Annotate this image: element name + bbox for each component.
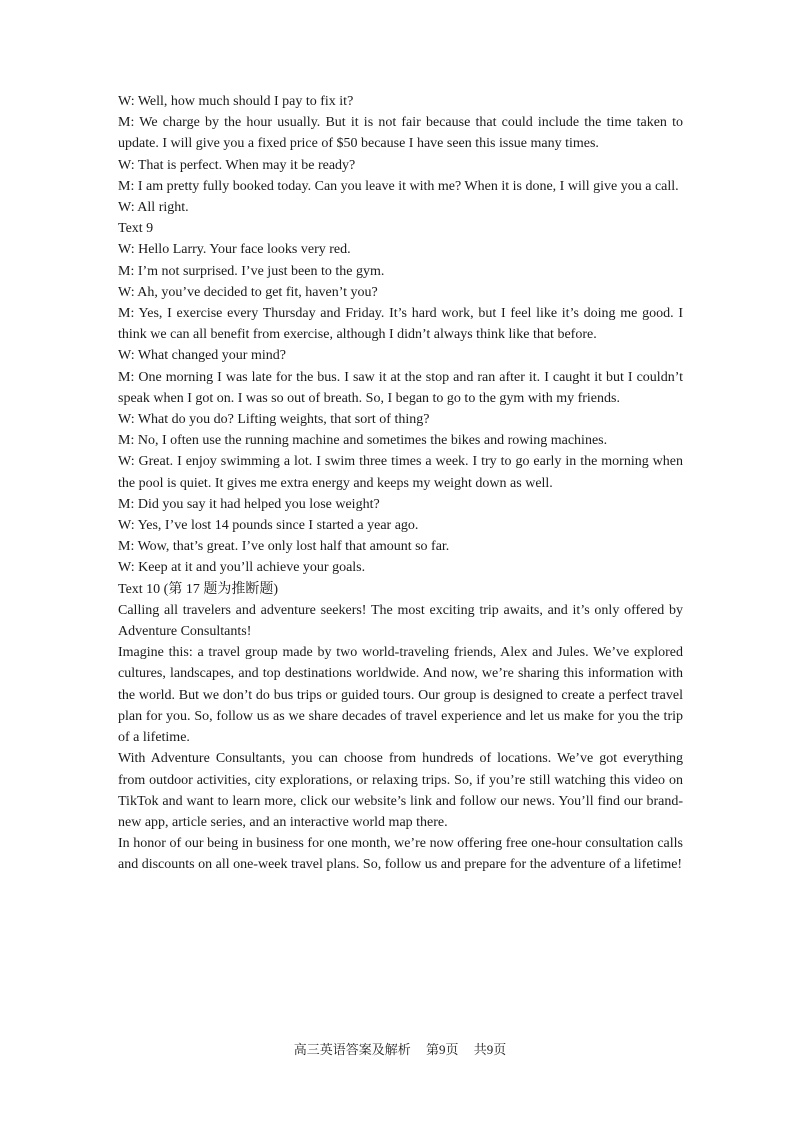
dialogue-line: W: Hello Larry. Your face looks very red. — [118, 242, 351, 258]
dialogue-line: W: Keep at it and you’ll achieve your goals. — [118, 560, 366, 576]
dialogue-line: W: That is perfect. When may it be ready? — [118, 157, 356, 173]
dialogue-line: W: All right. — [118, 200, 189, 216]
dialogue-line: W: Yes, I’ve lost 14 pounds since I started a year ago. — [118, 518, 419, 534]
page-footer — [0, 1041, 800, 1059]
footer-page-total: 共9页 — [473, 1042, 507, 1057]
dialogue-line: M: I’m not surprised. I’ve just been to the gym. — [118, 263, 385, 279]
dialogue-line: M: One morning I was late for the bus. I saw it at the stop and ran after it. I caught it but I couldn’t speak when I got on. I was so out of breath. So, I began to go to the gym with my friends. — [118, 369, 683, 406]
footer-page-number: 第9页 — [425, 1042, 459, 1057]
dialogue-line: M: We charge by the hour usually. But it is not fair because that could include the time taken to update. I will give you a fixed price of $50 because I have seen this issue many times. — [118, 115, 683, 152]
dialogue-line: W: Ah, you’ve decided to get fit, haven’t you? — [118, 284, 378, 300]
dialogue-line: M: No, I often use the running machine and sometimes the bikes and rowing machines. — [118, 433, 608, 449]
dialogue-line: M: I am pretty fully booked today. Can you leave it with me? When it is done, I will give you a call. — [118, 178, 679, 194]
document-body — [118, 91, 683, 876]
section-heading: Text 9 — [118, 221, 154, 237]
paragraph: With Adventure Consultants, you can choose from hundreds of locations. We’ve got everything from outdoor activities, city explorations, or relaxing trips. So, if you’re still watching this video on TikTok and want to learn more, click our website’s link and follow our news. You’ll find our brand-new app, article series, and an interactive world map there. — [118, 751, 683, 830]
footer-title: 高三英语答案及解析 — [293, 1042, 411, 1057]
dialogue-line: M: Did you say it had helped you lose weight? — [118, 496, 380, 512]
dialogue-line: M: Wow, that’s great. I’ve only lost half that amount so far. — [118, 539, 450, 555]
dialogue-line: M: Yes, I exercise every Thursday and Friday. It’s hard work, but I feel like it’s doing me good. I think we can all benefit from exercise, although I didn’t always think like that before. — [118, 306, 683, 343]
dialogue-line: W: Well, how much should I pay to fix it? — [118, 94, 354, 109]
paragraph: In honor of our being in business for one month, we’re now offering free one-hour consultation calls and discounts on all one-week travel plans. So, follow us and prepare for the adventure of a lifetime! — [118, 836, 683, 873]
dialogue-line: W: What do you do? Lifting weights, that sort of thing? — [118, 412, 430, 428]
dialogue-line: W: Great. I enjoy swimming a lot. I swim three times a week. I try to go early in the morning when the pool is quiet. It gives me extra energy and keeps my weight down as well. — [118, 454, 683, 491]
paragraph: Calling all travelers and adventure seekers! The most exciting trip awaits, and it’s only offered by Adventure Consultants! — [118, 602, 683, 640]
section-heading: Text 10 (第 17 题为推断题) — [118, 581, 279, 597]
paragraph: Imagine this: a travel group made by two world-traveling friends, Alex and Jules. We’ve explored cultures, landscapes, and top destinations worldwide. And now, we’re sharing this information with the world. But we don’t do bus trips or guided tours. Our group is designed to create a perfect travel plan for you. So, follow us as we share decades of travel experience and let us make for you the trip of a lifetime. — [118, 645, 683, 746]
dialogue-line: W: What changed your mind? — [118, 348, 286, 364]
